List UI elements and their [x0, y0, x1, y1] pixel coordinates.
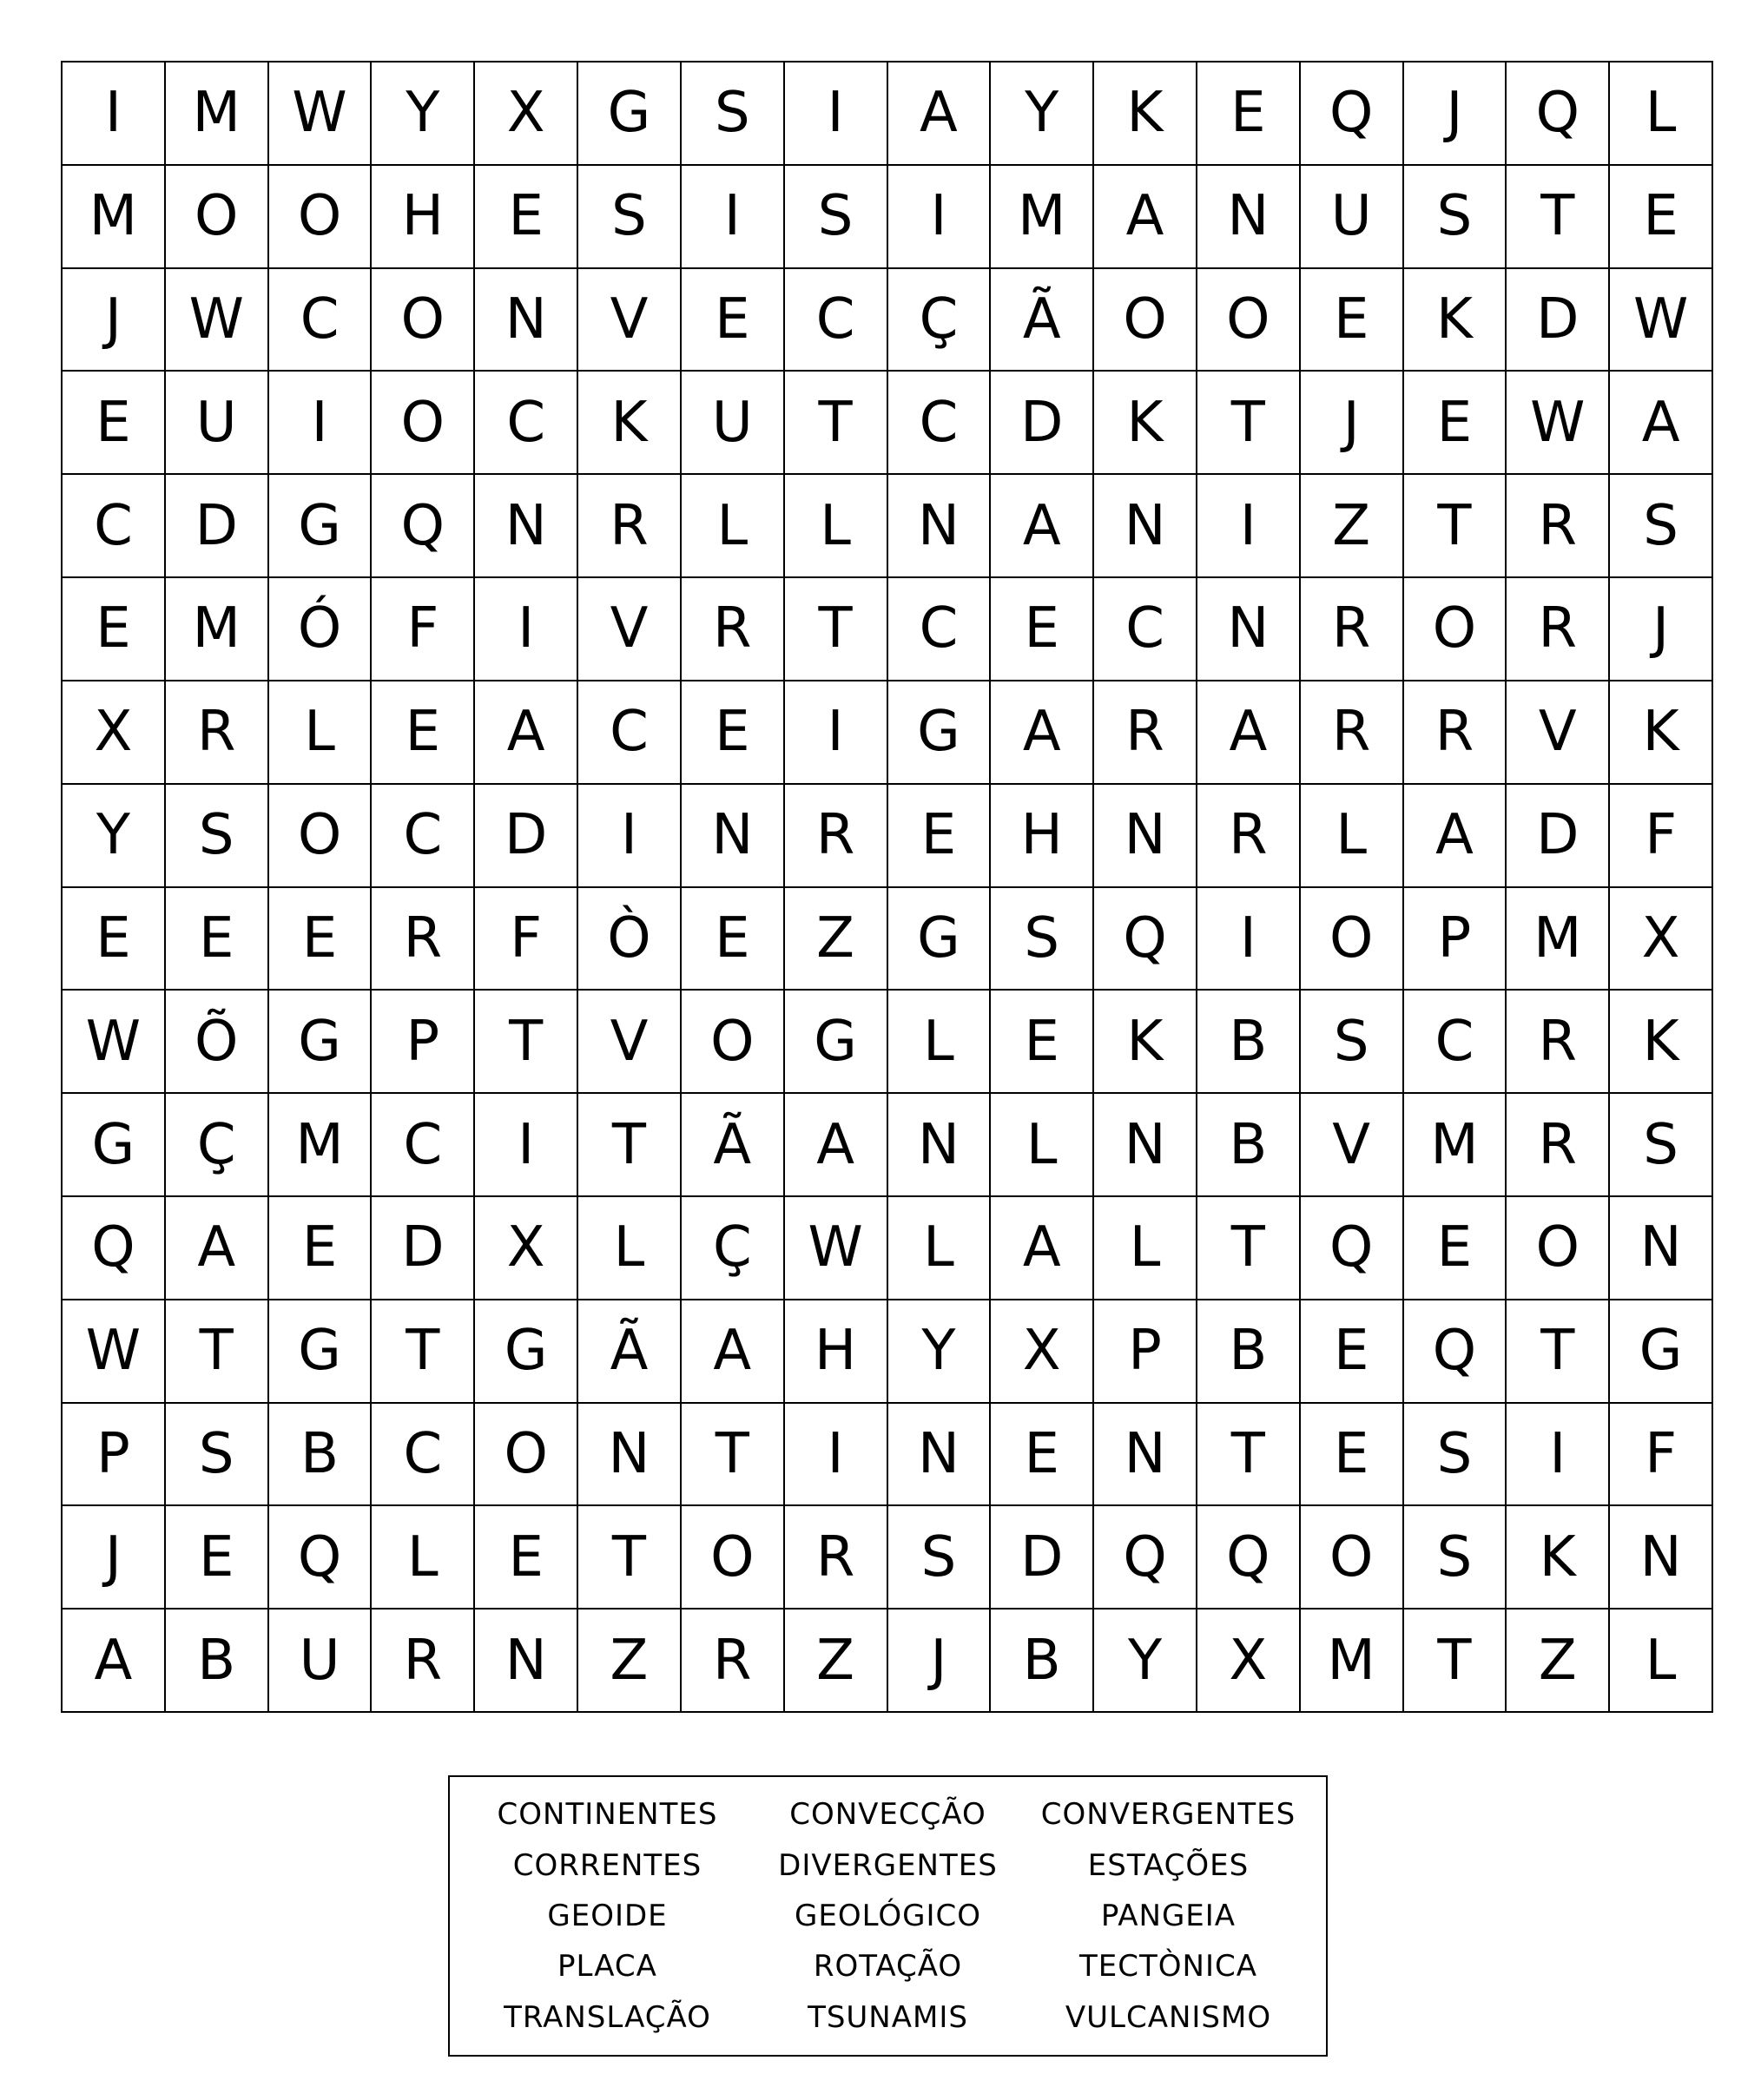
grid-cell[interactable]: J [1404, 63, 1507, 166]
grid-cell[interactable]: I [1197, 475, 1301, 578]
grid-cell[interactable]: N [475, 1610, 578, 1713]
grid-cell[interactable]: C [888, 372, 992, 475]
grid-cell[interactable]: H [785, 1300, 888, 1404]
grid-cell[interactable]: R [682, 1610, 785, 1713]
grid-cell[interactable]: Ç [888, 269, 992, 372]
grid-cell[interactable]: E [1301, 269, 1404, 372]
grid-cell[interactable]: G [785, 991, 888, 1094]
grid-cell[interactable]: O [682, 1506, 785, 1610]
grid-cell[interactable]: V [578, 269, 682, 372]
grid-cell[interactable]: S [1301, 991, 1404, 1094]
grid-cell[interactable]: L [888, 1197, 992, 1300]
grid-cell[interactable]: O [1301, 888, 1404, 991]
grid-cell[interactable]: O [269, 785, 373, 888]
grid-cell[interactable]: D [372, 1197, 475, 1300]
grid-cell[interactable]: C [1094, 578, 1197, 681]
grid-cell[interactable]: M [1301, 1610, 1404, 1713]
grid-cell[interactable]: T [682, 1404, 785, 1507]
grid-cell[interactable]: E [475, 1506, 578, 1610]
grid-cell[interactable]: R [682, 578, 785, 681]
grid-cell[interactable]: Q [372, 475, 475, 578]
grid-cell[interactable]: F [1610, 1404, 1713, 1507]
grid-cell[interactable]: S [166, 1404, 269, 1507]
grid-cell[interactable]: G [269, 475, 373, 578]
grid-cell[interactable]: R [785, 1506, 888, 1610]
grid-cell[interactable]: N [888, 1094, 992, 1197]
grid-cell[interactable]: I [578, 785, 682, 888]
grid-cell[interactable]: M [63, 166, 166, 269]
grid-cell[interactable]: Z [785, 1610, 888, 1713]
grid-cell[interactable]: C [63, 475, 166, 578]
grid-cell[interactable]: L [785, 475, 888, 578]
grid-cell[interactable]: Õ [166, 991, 269, 1094]
grid-cell[interactable]: G [1610, 1300, 1713, 1404]
grid-cell[interactable]: A [63, 1610, 166, 1713]
grid-cell[interactable]: L [1610, 1610, 1713, 1713]
grid-cell[interactable]: E [1404, 372, 1507, 475]
grid-cell[interactable]: K [1094, 991, 1197, 1094]
grid-cell[interactable]: T [785, 372, 888, 475]
grid-cell[interactable]: T [1197, 1197, 1301, 1300]
grid-cell[interactable]: S [1404, 1404, 1507, 1507]
grid-cell[interactable]: Y [372, 63, 475, 166]
grid-cell[interactable]: D [166, 475, 269, 578]
grid-cell[interactable]: M [991, 166, 1094, 269]
grid-cell[interactable]: J [1610, 578, 1713, 681]
grid-cell[interactable]: T [372, 1300, 475, 1404]
word-bank-item: ESTAÇÕES [1087, 1847, 1250, 1883]
grid-cell[interactable]: G [269, 1300, 373, 1404]
grid-cell[interactable]: C [372, 1094, 475, 1197]
grid-cell[interactable]: Ó [269, 578, 373, 681]
grid-cell[interactable]: B [269, 1404, 373, 1507]
grid-cell[interactable]: N [1197, 578, 1301, 681]
grid-cell[interactable]: N [1094, 1404, 1197, 1507]
grid-cell[interactable]: E [269, 1197, 373, 1300]
grid-cell[interactable]: L [372, 1506, 475, 1610]
grid-cell[interactable]: O [682, 991, 785, 1094]
grid-cell[interactable]: G [269, 991, 373, 1094]
grid-cell[interactable]: E [166, 1506, 269, 1610]
grid-cell[interactable]: D [1507, 269, 1610, 372]
grid-cell[interactable]: E [682, 681, 785, 785]
word-bank-item: CORRENTES [512, 1847, 702, 1883]
grid-cell[interactable]: C [269, 269, 373, 372]
grid-cell[interactable]: D [1507, 785, 1610, 888]
grid-cell[interactable]: V [1507, 681, 1610, 785]
grid-cell[interactable]: R [1404, 681, 1507, 785]
grid-cell[interactable]: B [1197, 991, 1301, 1094]
grid-cell[interactable]: O [1094, 269, 1197, 372]
grid-cell[interactable]: D [991, 372, 1094, 475]
word-bank-item: VULCANISMO [1065, 1999, 1272, 2035]
grid-cell[interactable]: W [785, 1197, 888, 1300]
grid-cell[interactable]: V [578, 578, 682, 681]
grid-cell[interactable]: D [475, 785, 578, 888]
word-search-grid [61, 61, 1713, 1713]
grid-cell[interactable]: S [1404, 166, 1507, 269]
grid-cell[interactable]: O [269, 166, 373, 269]
grid-cell[interactable]: L [991, 1094, 1094, 1197]
grid-cell[interactable]: J [63, 1506, 166, 1610]
grid-cell[interactable]: T [785, 578, 888, 681]
grid-cell[interactable]: Q [63, 1197, 166, 1300]
word-bank-item: ROTAÇÃO [813, 1949, 963, 1985]
grid-cell[interactable]: I [785, 1404, 888, 1507]
word-bank-item: PANGEIA [1100, 1898, 1237, 1933]
grid-cell[interactable]: R [372, 1610, 475, 1713]
grid-cell[interactable]: X [1197, 1610, 1301, 1713]
grid-cell[interactable]: C [888, 578, 992, 681]
grid-cell[interactable]: A [1404, 785, 1507, 888]
grid-cell[interactable]: S [682, 63, 785, 166]
grid-cell[interactable]: D [991, 1506, 1094, 1610]
grid-cell[interactable]: M [1404, 1094, 1507, 1197]
grid-cell[interactable]: C [1404, 991, 1507, 1094]
grid-cell[interactable]: P [1094, 1300, 1197, 1404]
word-bank-item: CONVERGENTES [1040, 1797, 1296, 1833]
grid-cell[interactable]: A [888, 63, 992, 166]
grid-cell[interactable]: S [166, 785, 269, 888]
grid-cell[interactable]: Z [578, 1610, 682, 1713]
grid-cell[interactable]: E [63, 372, 166, 475]
grid-cell[interactable]: T [475, 991, 578, 1094]
grid-cell[interactable]: E [991, 578, 1094, 681]
grid-cell[interactable]: A [1094, 166, 1197, 269]
grid-cell[interactable]: O [1197, 269, 1301, 372]
grid-cell[interactable]: A [991, 681, 1094, 785]
grid-cell[interactable]: Q [1507, 63, 1610, 166]
grid-cell[interactable]: Q [1094, 888, 1197, 991]
grid-cell[interactable]: C [578, 681, 682, 785]
grid-cell[interactable]: I [475, 1094, 578, 1197]
grid-cell[interactable]: O [1404, 578, 1507, 681]
grid-cell[interactable]: J [1301, 372, 1404, 475]
grid-cell[interactable]: I [63, 63, 166, 166]
grid-cell[interactable]: C [785, 269, 888, 372]
grid-cell[interactable]: K [1610, 991, 1713, 1094]
grid-cell[interactable]: P [1404, 888, 1507, 991]
grid-cell[interactable]: L [578, 1197, 682, 1300]
grid-cell[interactable]: E [475, 166, 578, 269]
grid-cell[interactable]: O [1301, 1506, 1404, 1610]
grid-cell[interactable]: N [888, 475, 992, 578]
grid-cell[interactable]: E [991, 991, 1094, 1094]
grid-cell[interactable]: A [785, 1094, 888, 1197]
grid-cell[interactable]: Z [1301, 475, 1404, 578]
grid-cell[interactable]: L [269, 681, 373, 785]
grid-cell[interactable]: Ò [578, 888, 682, 991]
grid-cell[interactable]: I [888, 166, 992, 269]
grid-cell[interactable]: L [1301, 785, 1404, 888]
grid-cell[interactable]: N [1610, 1506, 1713, 1610]
grid-cell[interactable]: I [475, 578, 578, 681]
grid-cell[interactable]: R [578, 475, 682, 578]
grid-cell[interactable]: K [1610, 681, 1713, 785]
grid-cell[interactable]: A [475, 681, 578, 785]
grid-cell[interactable]: T [578, 1506, 682, 1610]
grid-cell[interactable]: E [63, 888, 166, 991]
grid-cell[interactable]: U [166, 372, 269, 475]
grid-cell[interactable]: W [63, 1300, 166, 1404]
grid-cell[interactable]: V [1301, 1094, 1404, 1197]
grid-cell[interactable]: E [682, 888, 785, 991]
grid-cell[interactable]: N [578, 1404, 682, 1507]
grid-cell[interactable]: X [991, 1300, 1094, 1404]
word-bank-item: GEOLÓGICO [795, 1898, 981, 1933]
grid-cell[interactable]: M [166, 578, 269, 681]
grid-cell[interactable]: E [372, 681, 475, 785]
grid-cell[interactable]: C [372, 1404, 475, 1507]
grid-cell[interactable]: Q [1404, 1300, 1507, 1404]
grid-cell[interactable]: Ã [578, 1300, 682, 1404]
grid-cell[interactable]: W [1610, 269, 1713, 372]
grid-cell[interactable]: R [785, 785, 888, 888]
grid-cell[interactable]: O [372, 372, 475, 475]
grid-cell[interactable]: N [1094, 785, 1197, 888]
grid-cell[interactable]: E [166, 888, 269, 991]
grid-cell[interactable]: G [475, 1300, 578, 1404]
grid-cell[interactable]: F [475, 888, 578, 991]
grid-cell[interactable]: Ã [682, 1094, 785, 1197]
grid-cell[interactable]: E [1197, 63, 1301, 166]
grid-cell[interactable]: X [475, 1197, 578, 1300]
grid-cell[interactable]: H [372, 166, 475, 269]
grid-cell[interactable]: Y [63, 785, 166, 888]
grid-cell[interactable]: S [578, 166, 682, 269]
grid-cell[interactable]: Z [1507, 1610, 1610, 1713]
grid-cell[interactable]: M [166, 63, 269, 166]
grid-cell[interactable]: R [166, 681, 269, 785]
word-bank-item: CONTINENTES [497, 1797, 718, 1833]
grid-cell[interactable]: A [1610, 372, 1713, 475]
grid-cell[interactable]: M [1507, 888, 1610, 991]
grid-cell[interactable]: A [991, 1197, 1094, 1300]
grid-cell[interactable]: Ç [166, 1094, 269, 1197]
grid-cell[interactable]: R [1301, 681, 1404, 785]
grid-cell[interactable]: F [372, 578, 475, 681]
grid-cell[interactable]: F [1610, 785, 1713, 888]
grid-cell[interactable]: T [1404, 475, 1507, 578]
grid-cell[interactable]: W [63, 991, 166, 1094]
grid-cell[interactable]: G [888, 681, 992, 785]
grid-cell[interactable]: E [1404, 1197, 1507, 1300]
grid-cell[interactable]: T [166, 1300, 269, 1404]
grid-cell[interactable]: A [991, 475, 1094, 578]
grid-cell[interactable]: Q [1301, 1197, 1404, 1300]
grid-cell[interactable]: R [1507, 578, 1610, 681]
grid-cell[interactable]: T [1197, 372, 1301, 475]
grid-cell[interactable]: K [1094, 63, 1197, 166]
grid-cell[interactable]: H [991, 785, 1094, 888]
grid-cell[interactable]: O [1507, 1197, 1610, 1300]
grid-cell[interactable]: S [1610, 475, 1713, 578]
grid-cell[interactable]: N [1094, 475, 1197, 578]
grid-cell[interactable]: Y [1094, 1610, 1197, 1713]
grid-cell[interactable]: E [63, 578, 166, 681]
word-bank-item: DIVERGENTES [778, 1847, 998, 1883]
grid-cell[interactable]: I [269, 372, 373, 475]
grid-cell[interactable]: T [1507, 166, 1610, 269]
grid-cell[interactable]: N [1197, 166, 1301, 269]
grid-cell[interactable]: Ã [991, 269, 1094, 372]
grid-cell[interactable]: O [475, 1404, 578, 1507]
grid-cell[interactable]: I [1197, 888, 1301, 991]
grid-cell[interactable]: E [269, 888, 373, 991]
word-bank-item: PLACA [557, 1949, 657, 1985]
grid-cell[interactable]: V [578, 991, 682, 1094]
grid-cell[interactable]: I [1507, 1404, 1610, 1507]
grid-cell[interactable]: E [1301, 1300, 1404, 1404]
grid-cell[interactable]: E [682, 269, 785, 372]
grid-cell[interactable]: I [785, 63, 888, 166]
word-bank-item: TSUNAMIS [808, 1999, 968, 2035]
grid-cell[interactable]: B [991, 1610, 1094, 1713]
grid-cell[interactable]: X [63, 681, 166, 785]
grid-cell[interactable]: K [1404, 269, 1507, 372]
grid-cell[interactable]: K [1507, 1506, 1610, 1610]
grid-cell[interactable]: R [1301, 578, 1404, 681]
grid-cell[interactable]: W [1507, 372, 1610, 475]
grid-cell[interactable]: T [578, 1094, 682, 1197]
grid-cell[interactable]: K [1094, 372, 1197, 475]
grid-cell[interactable]: L [888, 991, 992, 1094]
word-bank [448, 1775, 1328, 2057]
grid-cell[interactable]: R [1507, 475, 1610, 578]
word-bank-item: TRANSLAÇÃO [504, 1999, 711, 2035]
grid-cell[interactable]: U [269, 1610, 373, 1713]
grid-cell[interactable]: L [682, 475, 785, 578]
grid-cell[interactable]: R [1094, 681, 1197, 785]
grid-cell[interactable]: N [1610, 1197, 1713, 1300]
grid-cell[interactable]: N [475, 269, 578, 372]
grid-cell[interactable]: S [785, 166, 888, 269]
grid-cell[interactable]: C [475, 372, 578, 475]
grid-cell[interactable]: G [63, 1094, 166, 1197]
grid-cell[interactable]: Q [269, 1506, 373, 1610]
grid-cell[interactable]: T [1404, 1610, 1507, 1713]
grid-cell[interactable]: W [269, 63, 373, 166]
grid-cell[interactable]: N [1094, 1094, 1197, 1197]
grid-cell[interactable]: X [475, 63, 578, 166]
grid-cell[interactable]: T [1507, 1300, 1610, 1404]
grid-cell[interactable]: A [166, 1197, 269, 1300]
grid-cell[interactable]: B [1197, 1300, 1301, 1404]
grid-cell[interactable]: J [888, 1610, 992, 1713]
grid-cell[interactable]: R [1507, 1094, 1610, 1197]
grid-cell[interactable]: T [1197, 1404, 1301, 1507]
grid-cell[interactable]: S [888, 1506, 992, 1610]
grid-cell[interactable]: P [372, 991, 475, 1094]
grid-cell[interactable]: O [372, 269, 475, 372]
grid-cell[interactable]: N [475, 475, 578, 578]
grid-cell[interactable]: N [682, 785, 785, 888]
grid-cell[interactable]: W [166, 269, 269, 372]
grid-cell[interactable]: A [682, 1300, 785, 1404]
grid-cell[interactable]: E [991, 1404, 1094, 1507]
grid-cell[interactable]: R [1507, 991, 1610, 1094]
grid-cell[interactable]: E [1301, 1404, 1404, 1507]
grid-cell[interactable]: B [166, 1610, 269, 1713]
grid-cell[interactable]: X [1610, 888, 1713, 991]
grid-cell[interactable]: C [372, 785, 475, 888]
grid-cell[interactable]: Y [888, 1300, 992, 1404]
grid-cell[interactable]: I [785, 681, 888, 785]
grid-cell[interactable]: R [372, 888, 475, 991]
grid-cell[interactable]: U [682, 372, 785, 475]
grid-cell[interactable]: J [63, 269, 166, 372]
grid-cell[interactable]: G [578, 63, 682, 166]
grid-cell[interactable]: A [1197, 681, 1301, 785]
grid-cell[interactable]: R [1197, 785, 1301, 888]
grid-cell[interactable]: O [166, 166, 269, 269]
grid-cell[interactable]: L [1094, 1197, 1197, 1300]
grid-cell[interactable]: B [1197, 1094, 1301, 1197]
word-bank-item: GEOIDE [547, 1898, 668, 1933]
word-bank-item: CONVECÇÃO [789, 1797, 986, 1833]
grid-cell[interactable]: K [578, 372, 682, 475]
grid-cell[interactable]: L [1610, 63, 1713, 166]
grid-cell[interactable]: E [888, 785, 992, 888]
grid-cell[interactable]: I [682, 166, 785, 269]
grid-cell[interactable]: S [1610, 1094, 1713, 1197]
grid-cell[interactable]: Q [1094, 1506, 1197, 1610]
grid-cell[interactable]: P [63, 1404, 166, 1507]
grid-cell[interactable]: U [1301, 166, 1404, 269]
grid-cell[interactable]: Q [1301, 63, 1404, 166]
word-bank-item: TECTÒNICA [1079, 1949, 1257, 1985]
grid-cell[interactable]: Y [991, 63, 1094, 166]
grid-cell[interactable]: G [888, 888, 992, 991]
grid-cell[interactable]: Z [785, 888, 888, 991]
grid-cell[interactable]: S [1404, 1506, 1507, 1610]
grid-cell[interactable]: E [1610, 166, 1713, 269]
grid-cell[interactable]: Q [1197, 1506, 1301, 1610]
grid-cell[interactable]: S [991, 888, 1094, 991]
grid-cell[interactable]: N [888, 1404, 992, 1507]
grid-cell[interactable]: Ç [682, 1197, 785, 1300]
grid-cell[interactable]: M [269, 1094, 373, 1197]
